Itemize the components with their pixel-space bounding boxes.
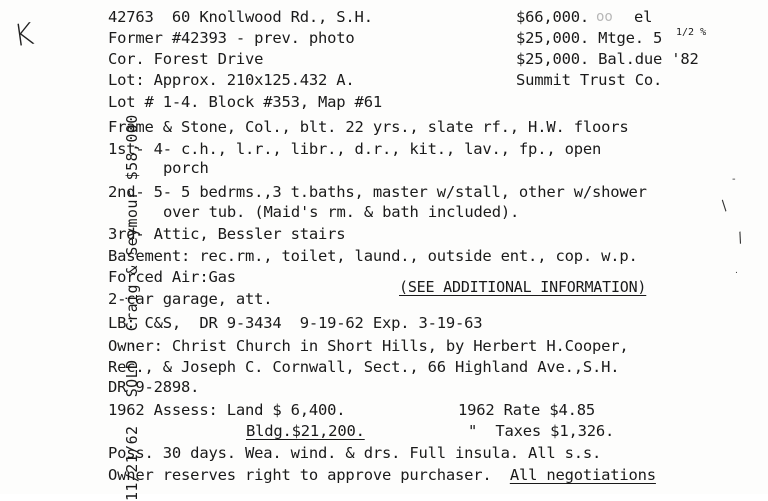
- owner-phone: DR 9-2898.: [108, 378, 200, 396]
- owner-cont: Rec., & Joseph C. Cornwall, Sect., 66 Highland Ave.,S.H.: [108, 358, 620, 376]
- assessment-building: Bldg.$21,200.: [246, 422, 365, 440]
- mortgage: $25,000. Mtge. 5: [516, 29, 663, 47]
- listing-broker: LB: C&S, DR 9-3434 9-19-62 Exp. 3-19-63: [108, 314, 483, 332]
- first-floor-cont: porch: [163, 159, 209, 177]
- list-price: $66,000.: [516, 8, 590, 26]
- balance-due: $25,000. Bal.due '82: [516, 50, 699, 68]
- heating: Forced Air:Gas: [108, 268, 236, 286]
- assessment-land: 1962 Assess: Land $ 6,400.: [108, 401, 346, 419]
- construction: Frame & Stone, Col., blt. 22 yrs., slate rf., H.W. floors: [108, 118, 629, 136]
- all-negotiations: All negotiations: [509, 466, 656, 484]
- possession: Poss. 30 days. Wea. wind. & drs. Full insula. All s.s.: [108, 444, 602, 462]
- tax-rate: 1962 Rate $4.85: [458, 401, 595, 419]
- sold-side-note: 11/21/62 SOLD - Craig & Seymour $58,000: [123, 114, 141, 501]
- basement: Basement: rec.rm., toilet, laund., outside ent., cop. w.p.: [108, 247, 638, 265]
- lot-block-map: Lot # 1-4. Block #353, Map #61: [108, 93, 382, 111]
- pen-tick: /: [717, 198, 731, 214]
- price-overstrike: oo: [596, 9, 622, 25]
- taxes: " Taxes $1,326.: [468, 422, 615, 440]
- additional-info-note: (SEE ADDITIONAL INFORMATION): [399, 278, 647, 296]
- corner-street: Cor. Forest Drive: [108, 50, 264, 68]
- second-floor: 2nd- 5- 5 bedrms.,3 t.baths, master w/stall, other w/shower: [108, 183, 647, 201]
- pen-tick: /: [735, 229, 746, 247]
- third-floor: 3rd- Attic, Bessler stairs: [108, 225, 346, 243]
- pen-tick: .: [735, 266, 738, 276]
- owner-reserves: [108, 465, 656, 485]
- garage: 2-car garage, att.: [108, 290, 273, 308]
- mortgage-rate-fraction: 1/2 %: [676, 27, 707, 38]
- lender: Summit Trust Co.: [516, 71, 663, 89]
- owner: Owner: Christ Church in Short Hills, by Herbert H.Cooper,: [108, 337, 629, 355]
- pen-tick: -: [732, 174, 736, 185]
- price-suffix: el: [634, 8, 653, 26]
- former-listing: Former #42393 - prev. photo: [108, 29, 355, 47]
- lot-size: Lot: Approx. 210x125.432 A.: [108, 71, 355, 89]
- second-floor-cont: over tub. (Maid's rm. & bath included).: [163, 203, 520, 221]
- owner-reserves-text: Owner reserves right to approve purchaser.: [108, 466, 510, 484]
- corner-mark: K: [11, 16, 37, 55]
- first-floor: 1st- 4- c.h., l.r., libr., d.r., kit., lav., fp., open: [108, 140, 602, 158]
- listing-header: 42763 60 Knollwood Rd., S.H.: [108, 8, 373, 26]
